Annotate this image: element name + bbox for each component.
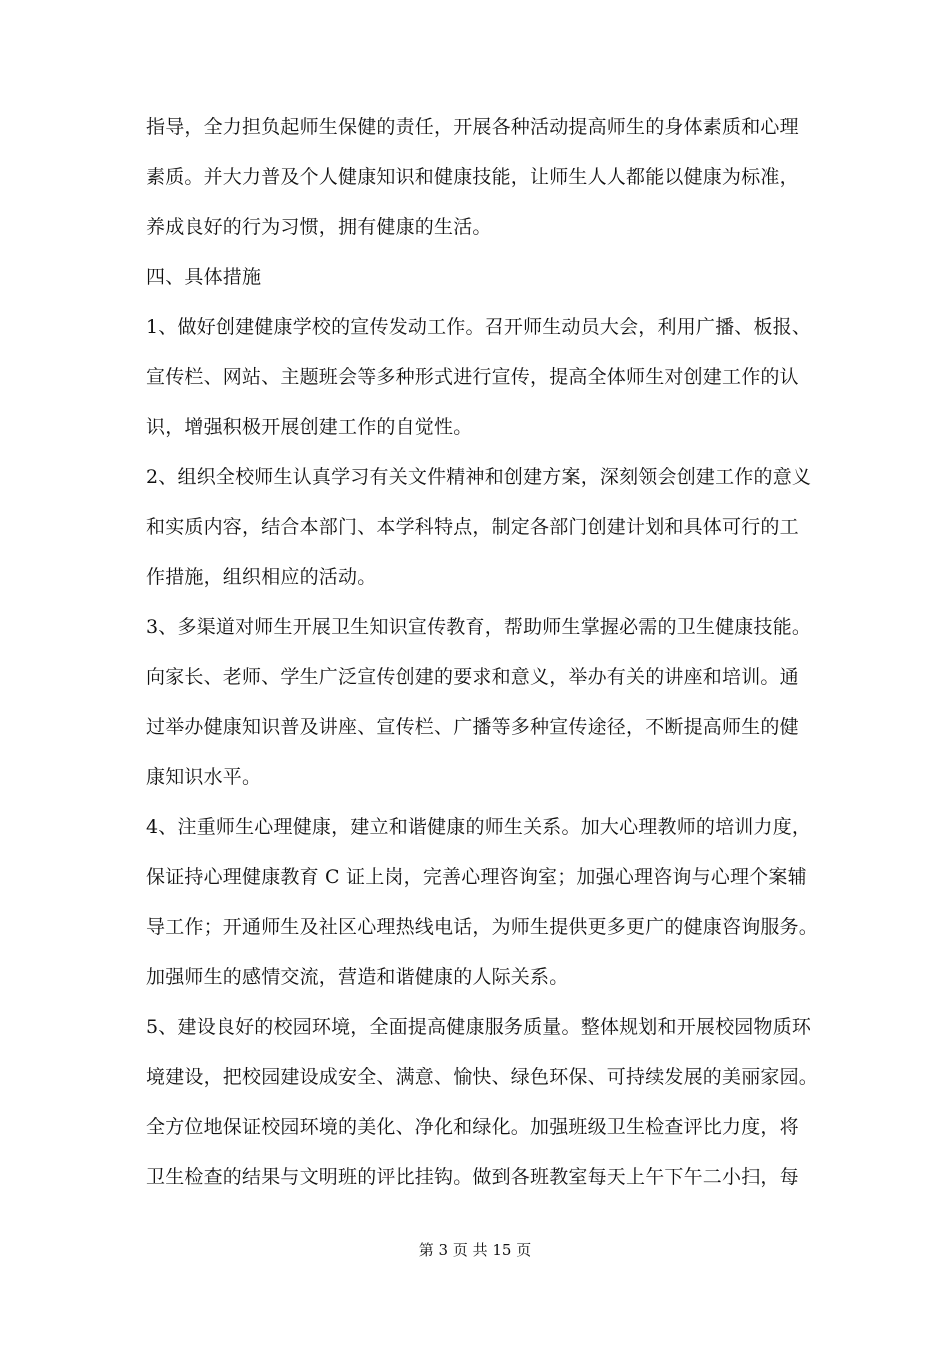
text-line: 卫生检查的结果与文明班的评比挂钩。做到各班教室每天上午下午二小扫，每 [146,1166,799,1188]
text-line: 作措施，组织相应的活动。 [146,566,377,588]
page-number-footer: 第 3 页 共 15 页 [418,1241,532,1259]
text-line: 境建设，把校园建设成安全、满意、愉快、绿色环保、可持续发展的美丽家园。 [146,1066,819,1088]
text-line: 全方位地保证校园环境的美化、净化和绿化。加强班级卫生检查评比力度，将 [146,1116,799,1138]
text-line: 导工作；开通师生及社区心理热线电话，为师生提供更多更广的健康咨询服务。 [146,916,819,938]
text-line: 4、注重师生心理健康，建立和谐健康的师生关系。加大心理教师的培训力度， [146,816,812,838]
text-line: 3、多渠道对师生开展卫生知识宣传教育，帮助师生掌握必需的卫生健康技能。 [146,616,812,638]
section-heading: 四、具体措施 [146,266,262,288]
text-line: 向家长、老师、学生广泛宣传创建的要求和意义，举办有关的讲座和培训。通 [146,666,799,688]
text-line: 和实质内容，结合本部门、本学科特点，制定各部门创建计划和具体可行的工 [146,516,799,538]
text-line: 素质。并大力普及个人健康知识和健康技能，让师生人人都能以健康为标准， [146,166,799,188]
text-line: 5、建设良好的校园环境，全面提高健康服务质量。整体规划和开展校园物质环 [146,1016,812,1038]
text-line: 识，增强积极开展创建工作的自觉性。 [146,416,473,438]
text-line: 宣传栏、网站、主题班会等多种形式进行宣传，提高全体师生对创建工作的认 [146,366,799,388]
text-line: 养成良好的行为习惯，拥有健康的生活。 [146,216,492,238]
text-line: 2、组织全校师生认真学习有关文件精神和创建方案，深刻领会创建工作的意义 [146,466,812,488]
text-line: 加强师生的感情交流，营造和谐健康的人际关系。 [146,966,569,988]
text-line: 1、做好创建健康学校的宣传发动工作。召开师生动员大会，利用广播、板报、 [146,316,812,338]
text-line: 康知识水平。 [146,766,262,788]
text-line: 过举办健康知识普及讲座、宣传栏、广播等多种宣传途径，不断提高师生的健 [146,716,799,738]
text-line: 保证持心理健康教育 C 证上岗，完善心理咨询室；加强心理咨询与心理个案辅 [146,866,807,888]
text-line: 指导，全力担负起师生保健的责任，开展各种活动提高师生的身体素质和心理 [146,116,799,138]
